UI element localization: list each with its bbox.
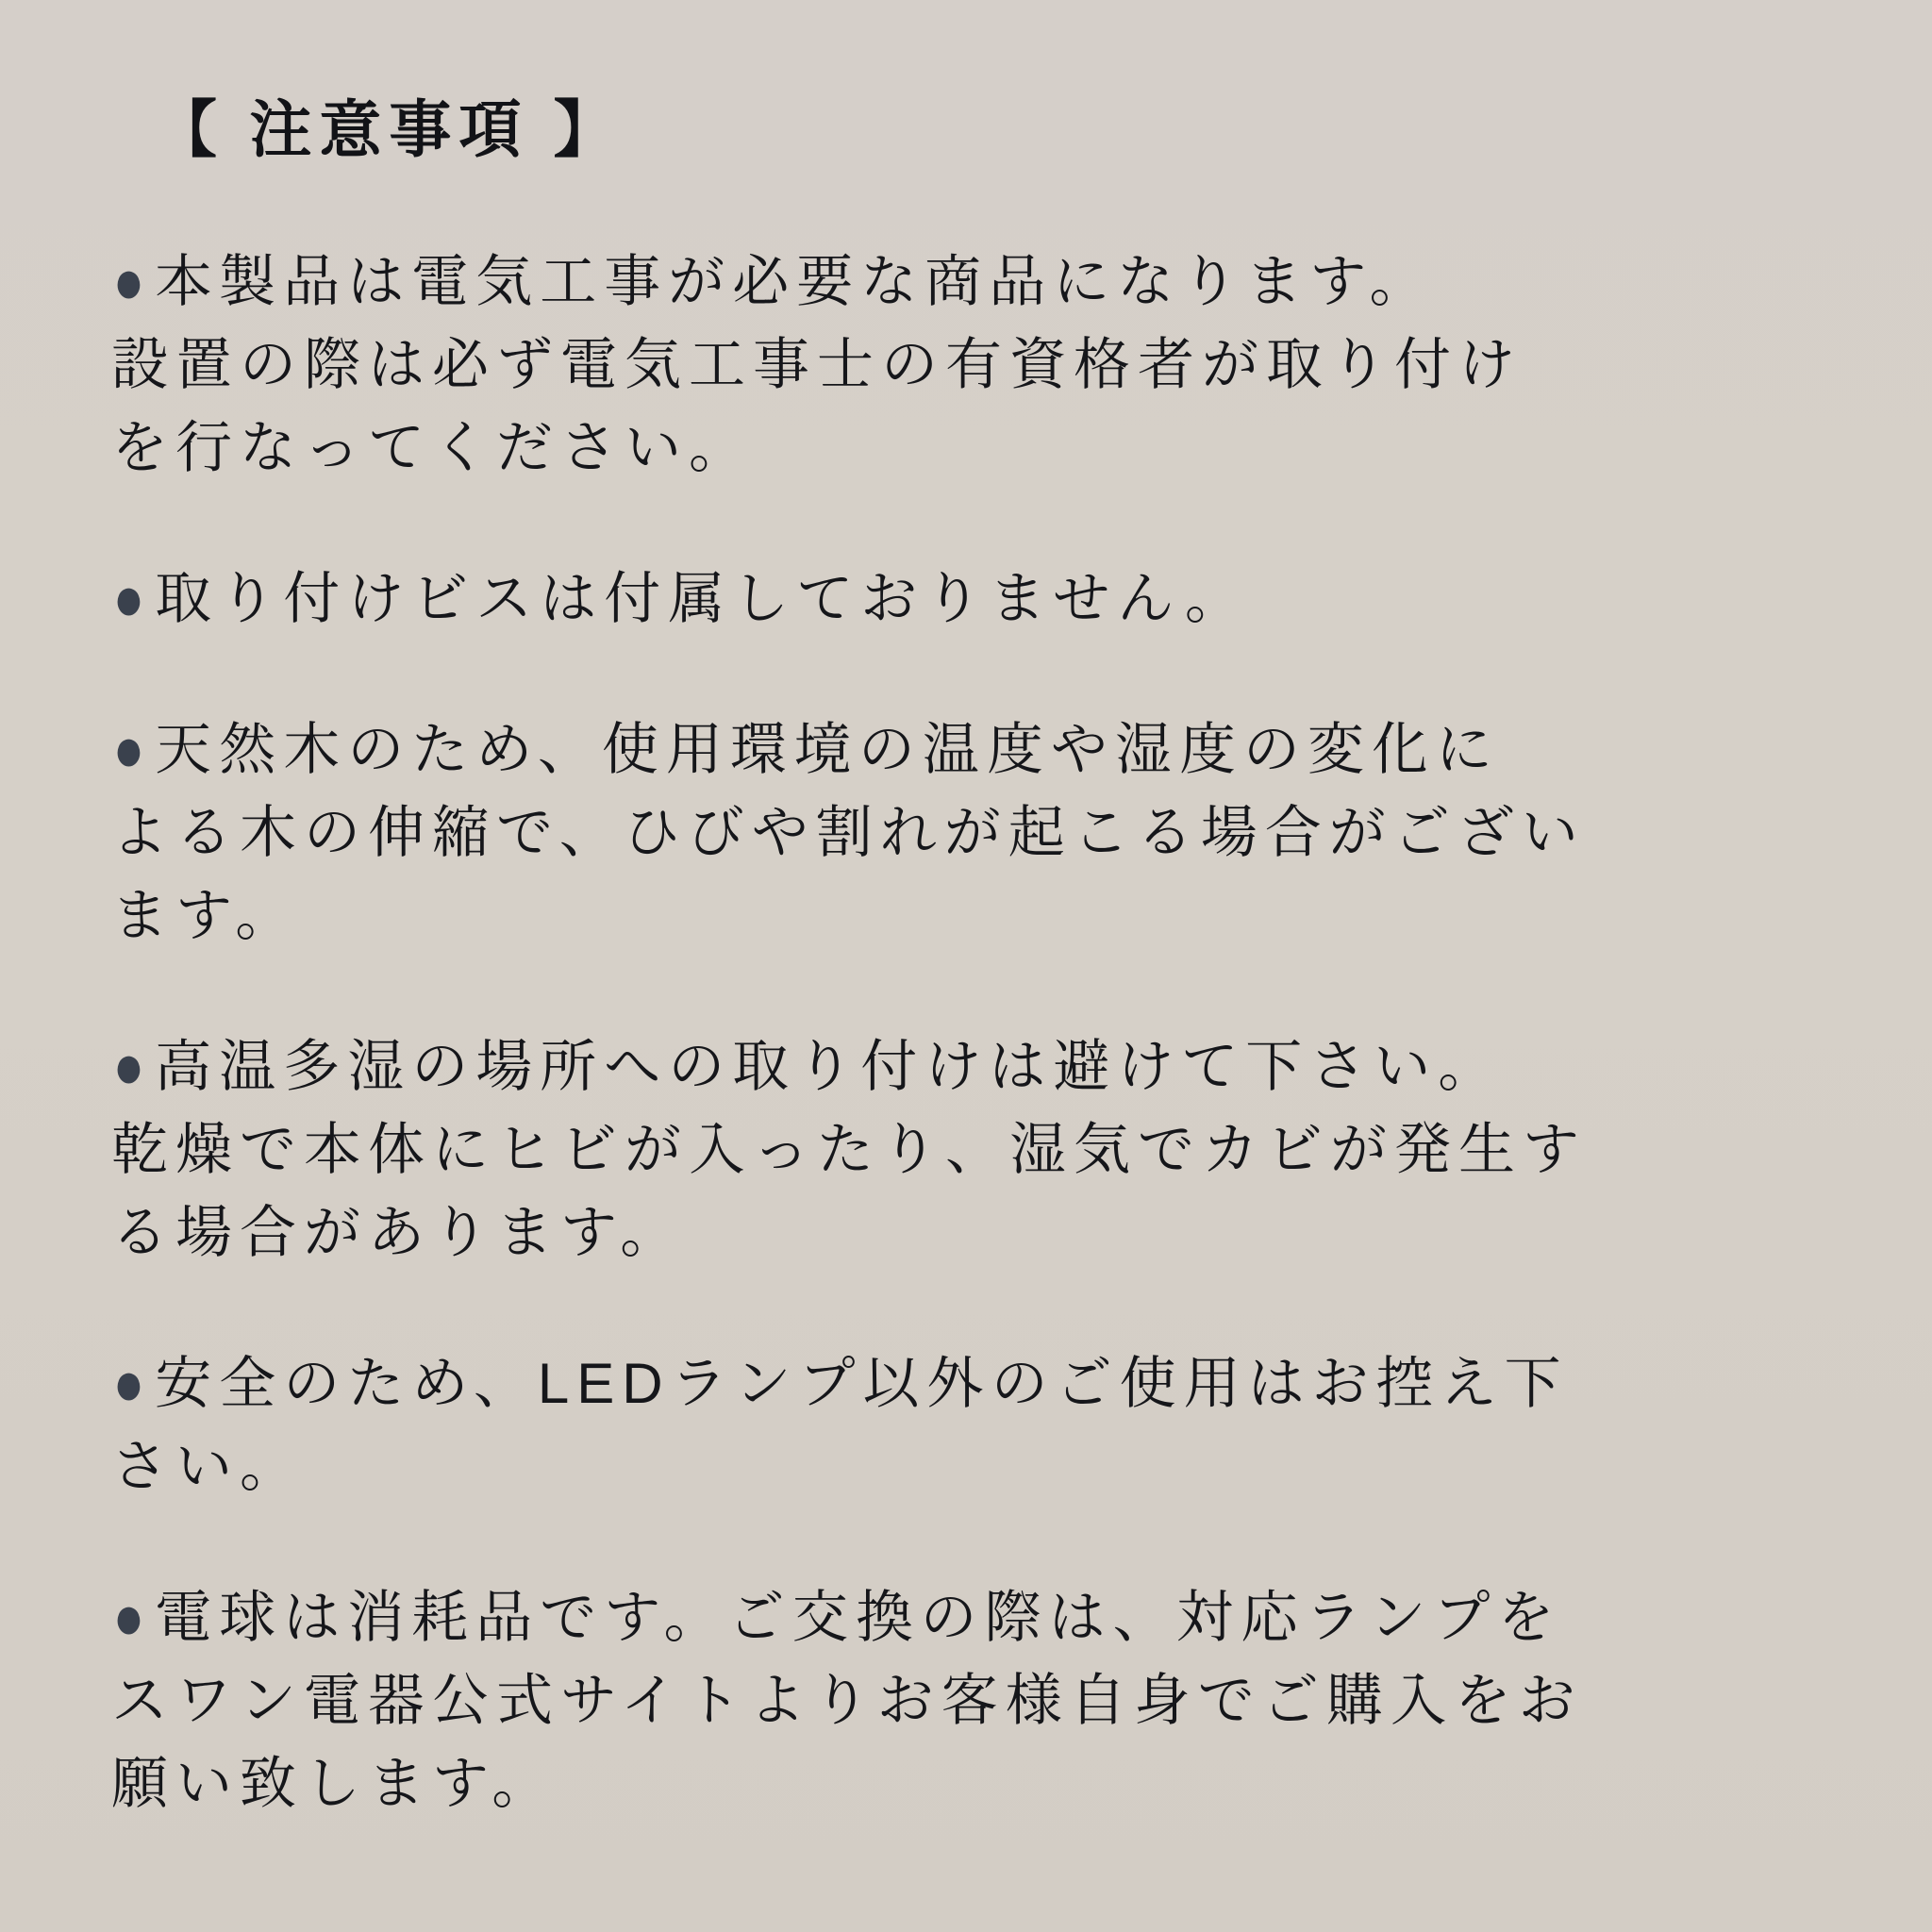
notice-line: る場合があります。 [111, 1201, 685, 1265]
notice-line: ます。 [111, 884, 300, 948]
bullet-icon: ● [112, 1581, 152, 1653]
notice-line: ●電球は消耗品です。ご交換の際は、対応ランプを [111, 1576, 1875, 1659]
notice-line: ●本製品は電気工事が必要な商品になります。 [111, 241, 1875, 324]
notice-line: 願い致します。 [111, 1752, 557, 1816]
notice-paragraph [111, 1025, 1875, 1274]
notice-body [111, 241, 1875, 1825]
notice-paragraph [111, 558, 1875, 641]
bullet-icon: ● [112, 713, 152, 785]
notice-line: ●安全のため、LEDランプ以外のご使用はお控え下 [111, 1342, 1875, 1425]
notice-line: ●取り付けビスは付属しておりません。 [111, 558, 1875, 641]
notice-paragraph [111, 241, 1875, 490]
bullet-icon: ● [112, 245, 152, 317]
notice-line: ●天然木のため、使用環境の温度や湿度の変化に [111, 708, 1875, 791]
notice-line: ●高温多湿の場所への取り付けは避けて下さい。 [111, 1025, 1875, 1108]
notice-line: 設置の際は必ず電気工事士の有資格者が取り付け [111, 333, 1523, 397]
bullet-icon: ● [112, 1030, 152, 1102]
bullet-icon: ● [112, 1347, 152, 1419]
page-title: 【 注意事項 】 [155, 94, 624, 164]
notice-line: スワン電器公式サイトよりお客様自身でご購入をお [111, 1669, 1583, 1733]
notice-line: さい。 [111, 1435, 304, 1499]
notice-paragraph [111, 708, 1875, 958]
notice-line: よる木の伸縮で、ひびや割れが起こる場合がござい [111, 801, 1586, 865]
notice-line: 乾燥で本体にヒビが入ったり、湿気でカビが発生す [111, 1118, 1587, 1182]
notice-paragraph [111, 1576, 1875, 1825]
bullet-icon: ● [112, 562, 152, 634]
notice-paragraph [111, 1342, 1875, 1508]
notice-line: を行なってください。 [111, 416, 753, 480]
